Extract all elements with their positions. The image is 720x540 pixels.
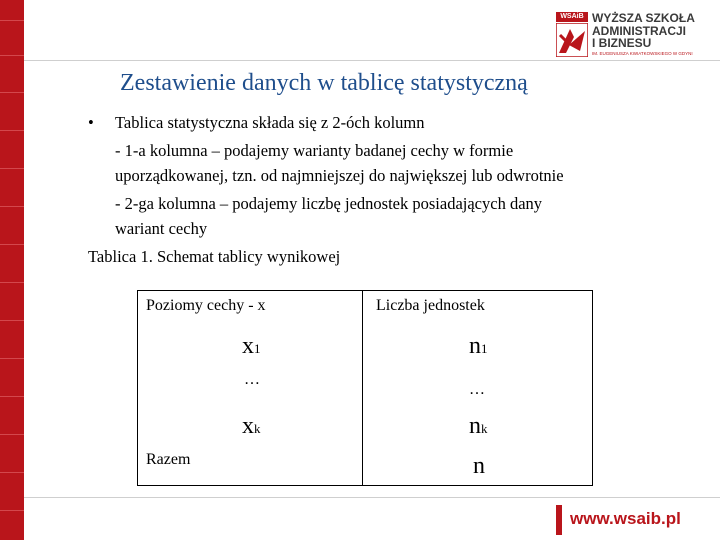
table-header-levels: Poziomy cechy - x (146, 297, 266, 314)
logo-tag: WSAiB (556, 12, 588, 22)
cell-xk: xk (242, 413, 261, 439)
logo-name (592, 12, 695, 50)
cell-x1: x1 (242, 333, 261, 359)
body-line-4: - 2-ga kolumna – podajemy liczbę jednostek posiadających dany (115, 194, 543, 213)
header-divider (24, 60, 720, 61)
logo-emblem-icon (556, 23, 588, 57)
decorative-left-band (0, 0, 24, 540)
result-table (137, 290, 593, 486)
school-logo (556, 12, 720, 60)
bullet-marker: • (88, 113, 94, 132)
body-line-2: - 1-a kolumna – podajemy warianty badanej cechy w formie (115, 141, 514, 160)
cell-total-value: n (473, 453, 485, 479)
logo-name-line-1: WYŻSZA SZKOŁA (592, 11, 695, 25)
footer-accent-bar (556, 505, 562, 535)
cell-total-label: Razem (146, 451, 191, 468)
logo-mark (556, 12, 588, 58)
cell-x-dots: … (244, 371, 260, 388)
logo-subtitle: IM. EUGENIUSZA KWIATKOWSKIEGO W GDYNI (592, 51, 693, 56)
cell-n1: n1 (469, 333, 488, 359)
footer-divider (24, 497, 720, 498)
logo-name-line-3: I BIZNESU (592, 36, 652, 50)
table-header-count: Liczba jednostek (376, 297, 485, 314)
table-caption: Tablica 1. Schemat tablicy wynikowej (88, 247, 341, 266)
body-line-3: uporządkowanej, tzn. od najmniejszej do największej lub odwrotnie (115, 166, 564, 185)
table-column-divider (362, 290, 363, 486)
cell-nk: nk (469, 413, 488, 439)
slide-title: Zestawienie danych w tablicę statystyczną (120, 70, 528, 96)
body-line-5: wariant cechy (115, 219, 208, 238)
cell-n-dots: … (469, 381, 485, 398)
body-line-1: Tablica statystyczna składa się z 2-óch kolumn (115, 113, 425, 132)
footer-website-link[interactable]: www.wsaib.pl (570, 509, 681, 528)
logo-name-line-2: ADMINISTRACJI (592, 23, 687, 38)
